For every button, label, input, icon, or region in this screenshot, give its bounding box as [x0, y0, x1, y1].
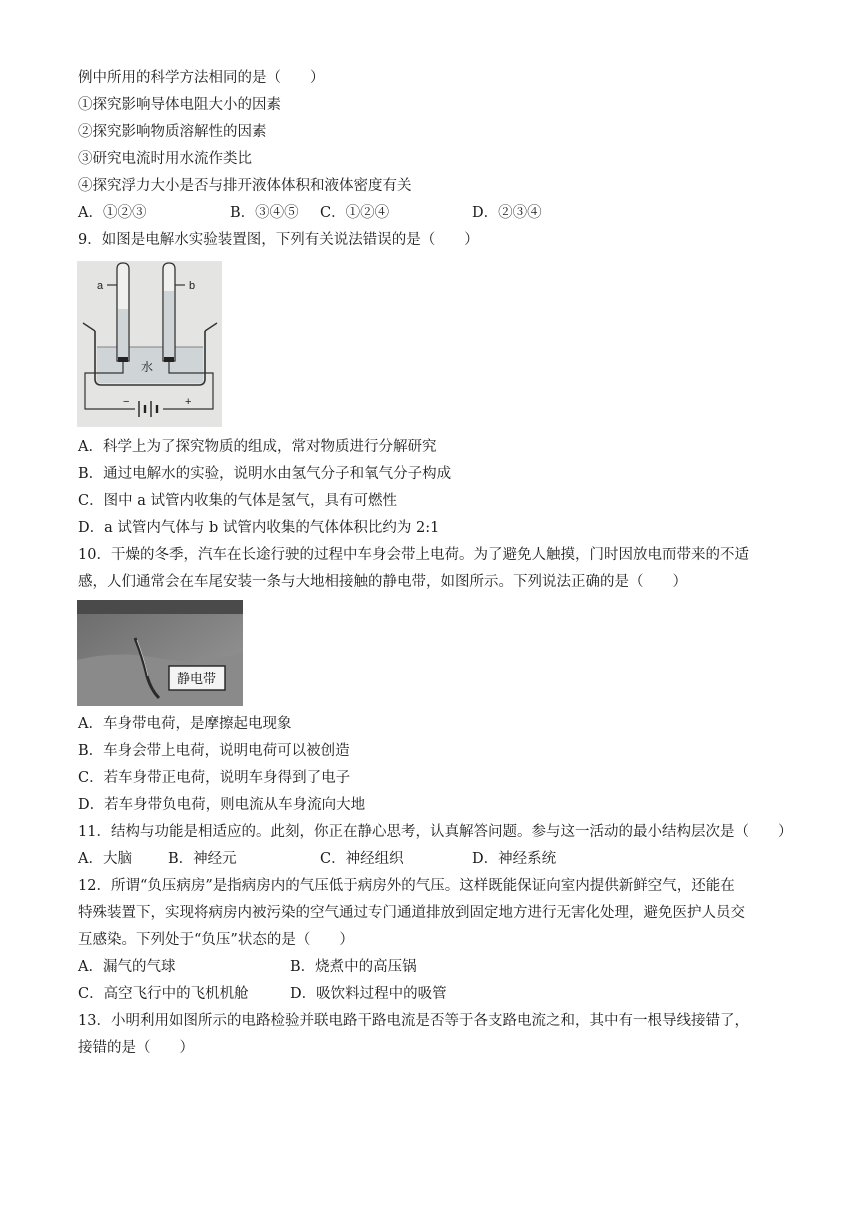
statement-item: ④探究浮力大小是否与排开液体体积和液体密度有关 — [78, 178, 412, 194]
question-11-stem: 11．结构与功能是相适应的。此刻，你正在静心思考，认真解答问题。参与这一活动的最小结构层次是（ ） — [78, 824, 793, 840]
static-strap-label: 静电带 — [177, 672, 217, 687]
option-b: B．烧煮中的高压锅 — [290, 959, 417, 975]
option-c: C．①②④ — [320, 205, 390, 221]
question-12-stem: 12．所谓“负压病房”是指病房内的气压低于病房外的气压。这样既能保证向室内提供新鲜空气，还能在 — [78, 878, 735, 894]
water-label: 水 — [141, 360, 154, 374]
static-strap-illustration — [77, 600, 243, 706]
option-a: A．①②③ — [78, 205, 147, 221]
statement-item: ②探究影响物质溶解性的因素 — [78, 124, 267, 140]
option-b: B．③④⑤ — [230, 205, 299, 221]
question-13-stem: 13．小明利用如图所示的电路检验并联电路干路电流是否等于各支路电流之和，其中有一根导线接错了， — [78, 1013, 749, 1029]
option-b: B．通过电解水的实验，说明水由氢气分子和氧气分子构成 — [78, 466, 452, 482]
statement-item: ③研究电流时用水流作类比 — [78, 151, 252, 167]
option-c: C．若车身带正电荷，说明车身得到了电子 — [78, 770, 351, 786]
option-a: A．漏气的气球 — [78, 959, 176, 975]
question-9-stem: 9．如图是电解水实验装置图，下列有关说法错误的是（ ） — [78, 232, 479, 248]
tube-a-label: a — [97, 280, 104, 292]
option-d: D．神经系统 — [472, 851, 557, 867]
question-10-stem-cont: 感，人们通常会在车尾安装一条与大地相接触的静电带，如图所示。下列说法正确的是（ ） — [78, 574, 687, 590]
option-d: D．a 试管内气体与 b 试管内收集的气体体积比约为 2:1 — [78, 520, 440, 536]
option-d: D．吸饮料过程中的吸管 — [290, 986, 447, 1002]
option-c: C．图中 a 试管内收集的气体是氢气，具有可燃性 — [78, 493, 397, 509]
option-c: C．神经组织 — [320, 851, 404, 867]
electrolysis-diagram — [77, 261, 222, 427]
option-d: D．②③④ — [472, 205, 542, 221]
statement-item: ①探究影响导体电阻大小的因素 — [78, 97, 281, 113]
option-b: B．车身会带上电荷，说明电荷可以被创造 — [78, 743, 350, 759]
question-12-stem-cont: 特殊装置下，实现将病房内被污染的空气通过专门通道排放到固定地方进行无害化处理，避免医护人员交 — [78, 905, 745, 921]
negative-terminal-label: − — [123, 396, 130, 408]
option-b: B．神经元 — [168, 851, 237, 867]
question-stem: 例中所用的科学方法相同的是（ ） — [78, 70, 325, 86]
option-a: A．科学上为了探究物质的组成，常对物质进行分解研究 — [78, 439, 437, 455]
tube-b-label: b — [189, 280, 196, 292]
question-12-stem-cont: 互感染。下列处于“负压”状态的是（ ） — [78, 932, 354, 948]
static-strap-photo — [77, 600, 243, 706]
option-d: D．若车身带负电荷，则电流从车身流向大地 — [78, 797, 366, 813]
electrolysis-figure — [77, 261, 222, 427]
question-13-stem-cont: 接错的是（ ） — [78, 1040, 194, 1056]
option-a: A．车身带电荷，是摩擦起电现象 — [78, 716, 292, 732]
question-10-stem: 10．干燥的冬季，汽车在长途行驶的过程中车身会带上电荷。为了避免人触摸，门时因放电而带来的不适 — [78, 547, 749, 563]
option-a: A．大脑 — [78, 851, 132, 867]
positive-terminal-label: + — [185, 396, 192, 408]
option-c: C．高空飞行中的飞机机舱 — [78, 986, 249, 1002]
